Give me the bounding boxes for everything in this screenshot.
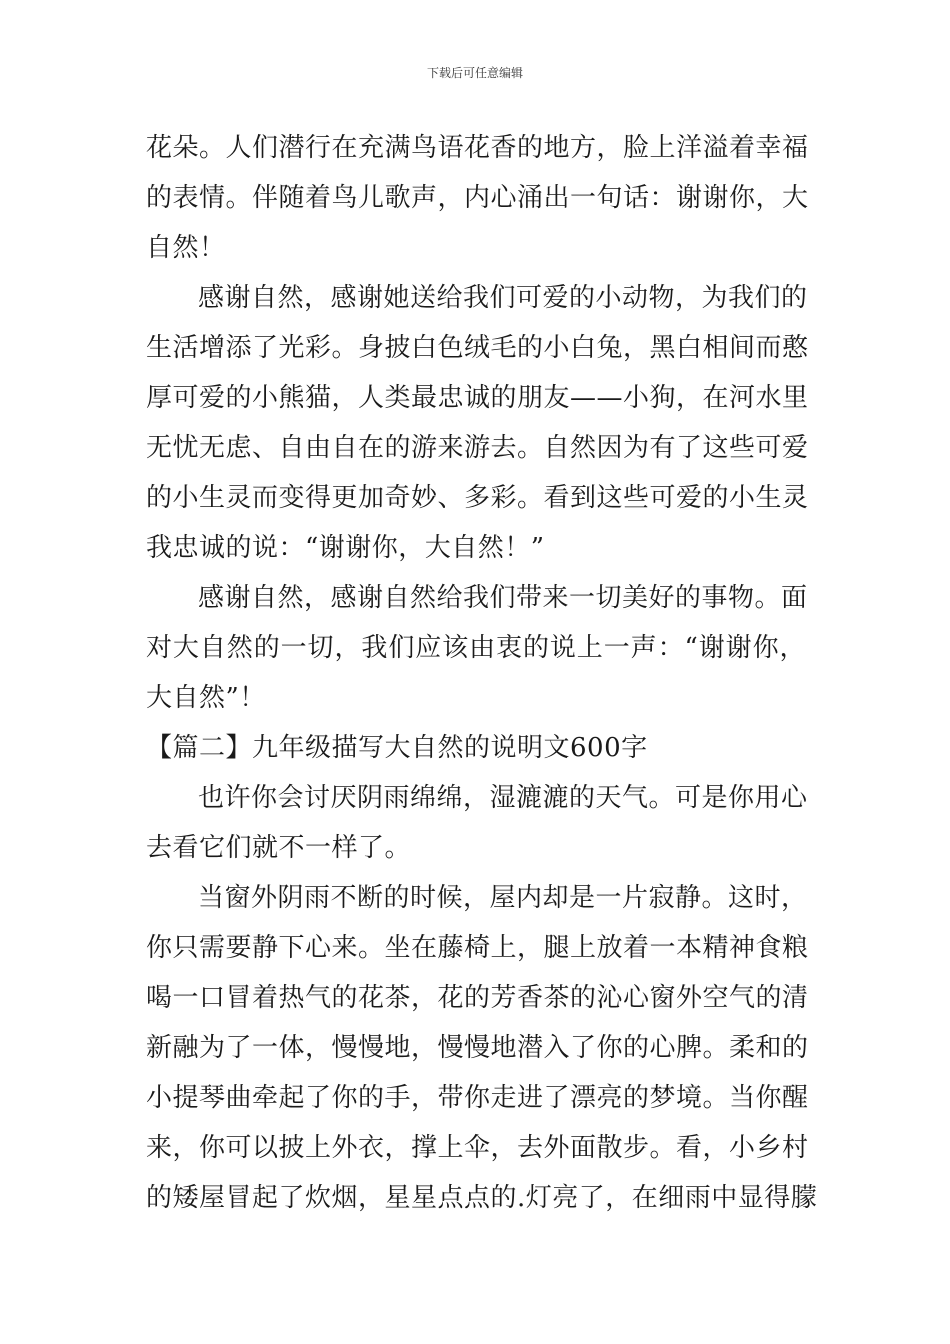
- paragraph-line: 当窗外阴雨不断的时候，屋内却是一片寂静。这时，: [198, 883, 808, 913]
- paragraph-line: 无忧无虑、自由自在的游来游去。自然因为有了这些可爱: [146, 433, 809, 463]
- paragraph-line: 小提琴曲牵起了你的手，带你走进了漂亮的梦境。当你醒: [146, 1083, 809, 1113]
- paragraph-line: 的矮屋冒起了炊烟，星星点点的.灯亮了，在细雨中显得朦: [146, 1183, 818, 1213]
- paragraph-line: 感谢自然，感谢她送给我们可爱的小动物，为我们的: [198, 283, 808, 313]
- paragraph-line: 厚可爱的小熊猫，人类最忠诚的朋友——小狗，在河水里: [146, 383, 809, 413]
- paragraph-line: 大自然”！: [146, 683, 266, 713]
- paragraph-line: 生活增添了光彩。身披白色绒毛的小白兔，黑白相间而憨: [146, 333, 809, 363]
- paragraph-line: 你只需要静下心来。坐在藤椅上，腿上放着一本精神食粮: [146, 933, 809, 963]
- section-heading: 【篇二】九年级描写大自然的说明文600字: [146, 733, 648, 763]
- paragraph-line: 自然！: [146, 233, 226, 263]
- paragraph-line: 的小生灵而变得更加奇妙、多彩。看到这些可爱的小生灵: [146, 483, 809, 513]
- paragraph-line: 去看它们就不一样了。: [146, 833, 412, 863]
- paragraph-line: 喝一口冒着热气的花茶，花的芳香茶的沁心窗外空气的清: [146, 983, 809, 1013]
- paragraph-line: 也许你会讨厌阴雨绵绵，湿漉漉的天气。可是你用心: [198, 783, 808, 813]
- paragraph-line: 新融为了一体，慢慢地，慢慢地潜入了你的心脾。柔和的: [146, 1033, 809, 1063]
- paragraph-line: 花朵。人们潜行在充满鸟语花香的地方，脸上洋溢着幸福: [146, 133, 809, 163]
- paragraph-line: 的表情。伴随着鸟儿歌声，内心涌出一句话：谢谢你，大: [146, 183, 809, 213]
- paragraph-line: 来，你可以披上外衣，撑上伞，去外面散步。看，小乡村: [146, 1133, 809, 1163]
- page-header: 下载后可任意编辑: [426, 66, 523, 80]
- paragraph-line: 感谢自然，感谢自然给我们带来一切美好的事物。面: [198, 583, 808, 613]
- paragraph-line: 我忠诚的说：“谢谢你，大自然！”: [146, 533, 545, 563]
- paragraph-line: 对大自然的一切，我们应该由衷的说上一声：“谢谢你，: [146, 633, 806, 663]
